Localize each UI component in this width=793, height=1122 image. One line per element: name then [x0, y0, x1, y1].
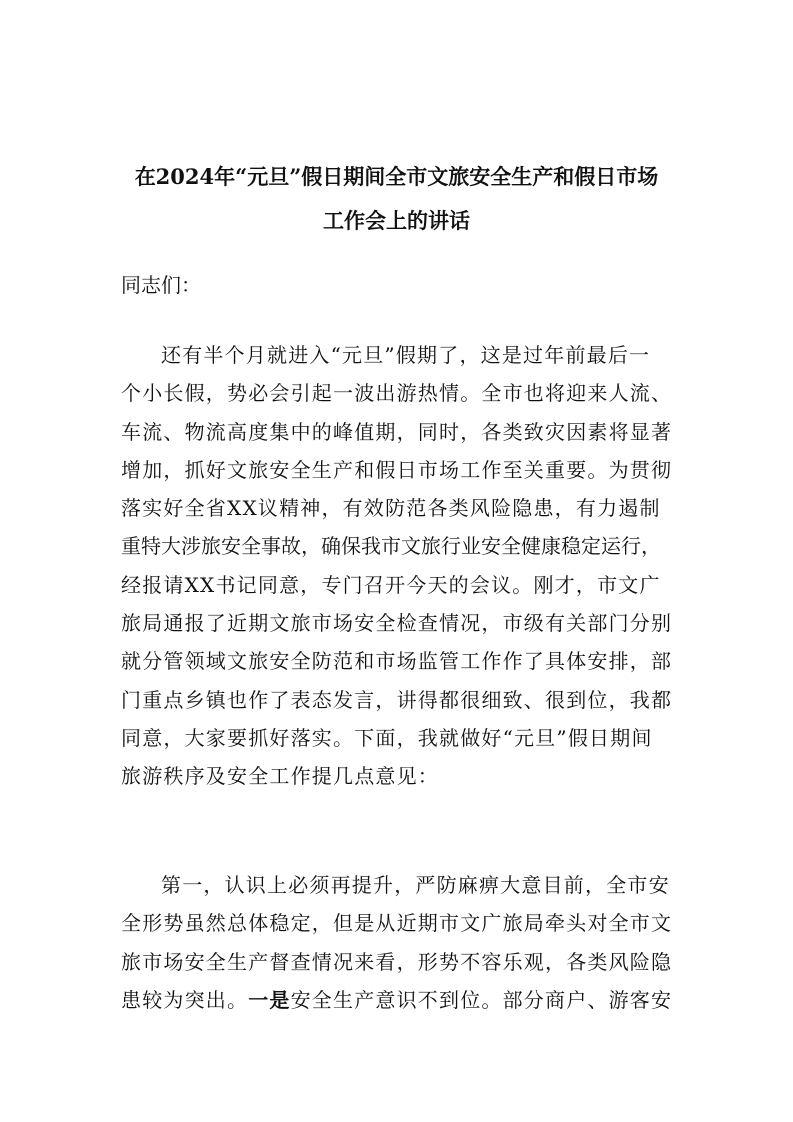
paragraph-2-line: 全形势虽然总体稳定，但是从近期市文广旅局牵头对全市文: [121, 911, 673, 936]
paragraph-1-line: 旅局通报了近期文旅市场安全检查情况，市级有关部门分别: [121, 611, 673, 636]
greeting: 同志们：: [121, 273, 201, 297]
paragraph-2-line-tail: 安全生产意识不到位。部分商户、游客安: [290, 987, 673, 1012]
paragraph-1-line: 旅游秩序及安全工作提几点意见：: [121, 764, 439, 789]
paragraph-1-line: 经报请XX书记同意，专门召开今天的会议。刚才，市文广: [121, 572, 661, 597]
paragraph-2-line-start: 患较为突出。: [121, 987, 249, 1012]
paragraph-2-line: [121, 985, 693, 1015]
paragraph-1-line: 增加，抓好文旅安全生产和假日市场工作至关重要。为贯彻: [121, 457, 673, 482]
document-title-line-2: 工作会上的讲话: [323, 208, 470, 233]
paragraph-1-line: 还有半个月就进入“元旦”假期了，这是过年前最后一: [161, 343, 651, 367]
paragraph-1-line: 车流、物流高度集中的峰值期，同时，各类致灾因素将显著: [121, 419, 673, 444]
paragraph-1-line: 落实好全省XX议精神，有效防范各类风险隐患，有力遏制: [121, 496, 661, 521]
paragraph-1: [121, 340, 693, 800]
paragraph-2-line: 旅市场安全生产督查情况来看，形势不容乐观，各类风险隐: [121, 949, 673, 974]
paragraph-1-line: 个小长假，势必会引起一波出游热情。全市也将迎来人流、: [121, 381, 673, 406]
paragraph-2-line: 第一，认识上必须再提升，严防麻痹大意目前，全市安: [161, 873, 670, 897]
paragraph-1-line: 重特大涉旅安全事故，确保我市文旅行业安全健康稳定运行，: [121, 534, 661, 559]
paragraph-1-line: 同意，大家要抓好落实。下面，我就做好“元旦”假日期间: [121, 725, 653, 750]
paragraph-2: [121, 870, 693, 1023]
emphasis-first-point: 一是: [248, 987, 291, 1012]
paragraph-1-line: 就分管领域文旅安全防范和市场监管工作作了具体安排，部: [121, 649, 673, 674]
document-title-line-1: 在2024年“元旦”假日期间全市文旅安全生产和假日市场: [134, 164, 659, 189]
paragraph-1-line: 门重点乡镇也作了表态发言，讲得都很细致、很到位，我都: [121, 687, 673, 712]
